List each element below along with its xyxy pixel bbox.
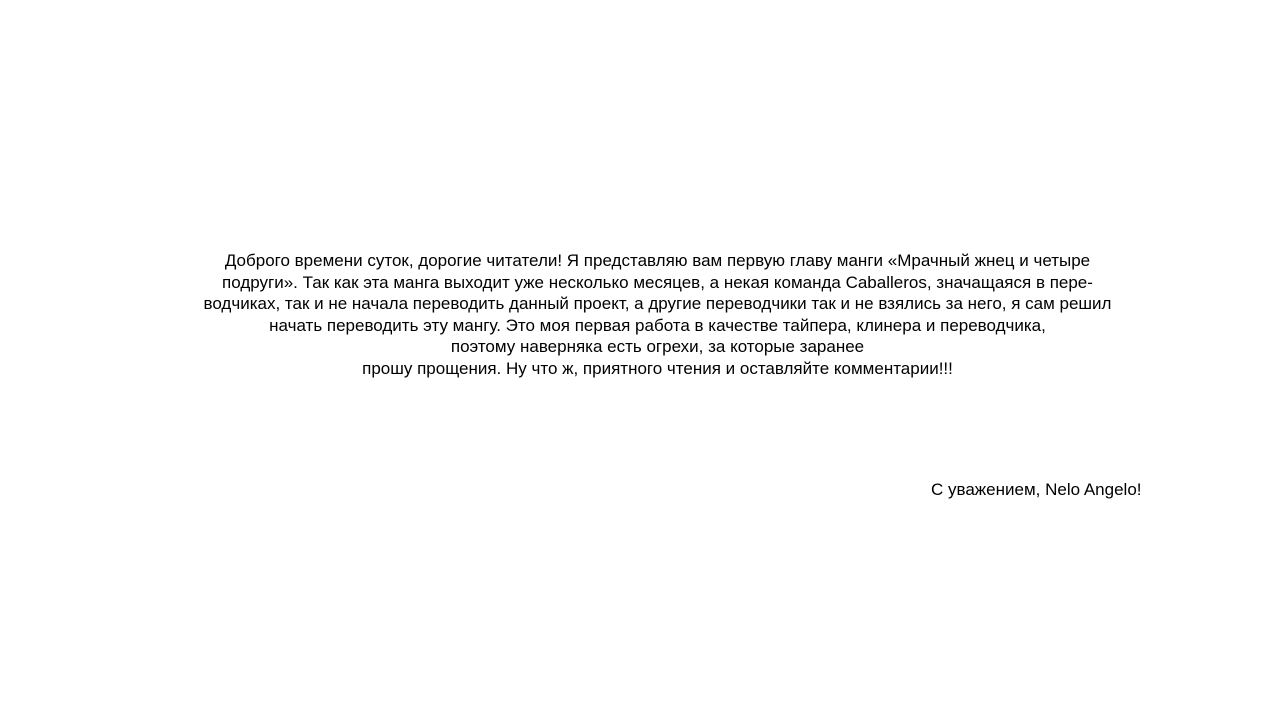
message-line: подруги». Так как эта манга выходит уже несколько месяцев, а некая команда Caballeros, значащаяся в пере- [222, 272, 1093, 292]
signature: С уважением, Nelo Angelo! [931, 480, 1142, 499]
translator-message [140, 250, 1175, 380]
message-line: прошу прощения. Ну что ж, приятного чтения и оставляйте комментарии!!! [362, 358, 953, 378]
message-line: поэтому наверняка есть огрехи, за которые заранее [450, 337, 865, 357]
message-line: Доброго времени суток, дорогие читатели! Я представляю вам первую главу манги «Мрачный жнец и четыре [224, 251, 1091, 270]
message-line: водчиках, так и не начала переводить данный проект, а другие переводчики так и не взялись за него, я сам решил [203, 294, 1112, 314]
message-line: начать переводить эту мангу. Это моя первая работа в качестве тайпера, клинера и переводчика, [269, 315, 1046, 335]
